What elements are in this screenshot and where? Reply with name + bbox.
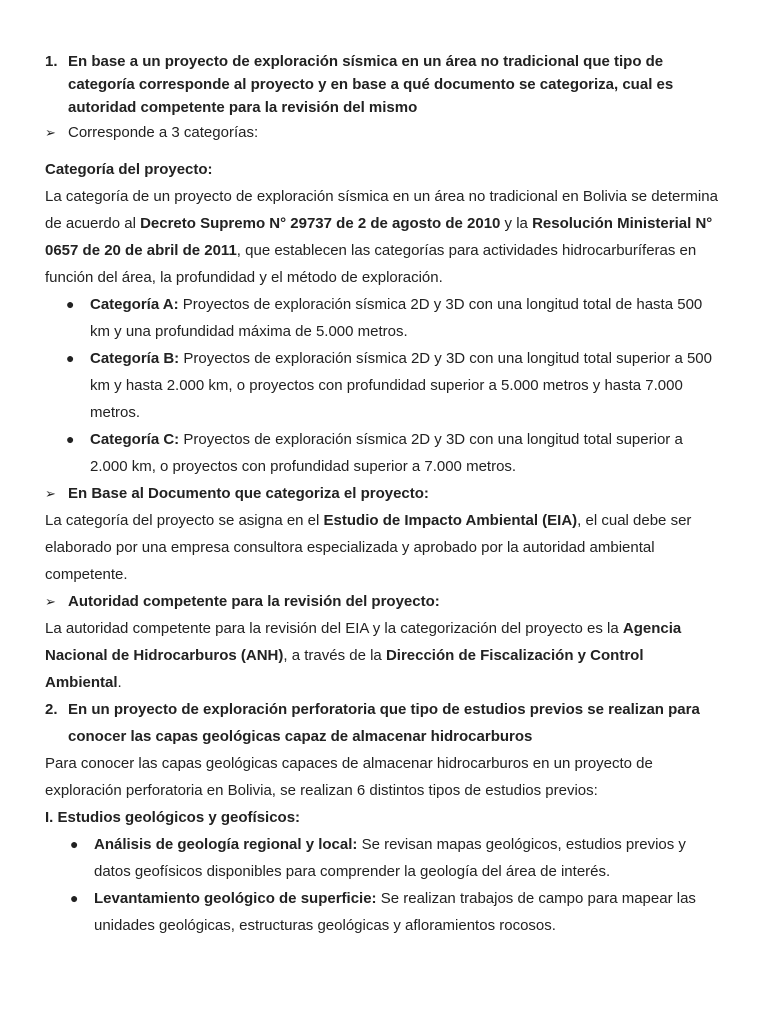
question-2 — [45, 696, 722, 750]
list-item: ● Categoría B: Proyectos de exploración sísmica 2D y 3D con una longitud total superior a 500 km y hasta 2.000 km, o proyectos con profundidad superior a 5.000 metros y hasta 7.000 metros. — [45, 345, 722, 426]
question-2-intro: Para conocer las capas geológicas capaces de almacenar hidrocarburos en un proyecto de exploración perforatoria en Bolivia, se realizan 6 distintos tipos de estudios previos: — [45, 755, 653, 799]
list-item: ● Levantamiento geológico de superficie: Se realizan trabajos de campo para mapear las unidades geológicas, estructuras geológicas y afloramientos rocosos. — [45, 885, 722, 939]
question-1-text: En base a un proyecto de exploración sísmica en un área no tradicional que tipo de categoría corresponde al proyecto y en base a qué documento se categoriza, cual es autoridad competente para la revisión del mismo — [68, 53, 674, 116]
arrowhead-bullet-icon: ➢ — [45, 486, 56, 501]
list-item: ● Categoría C: Proyectos de exploración sísmica 2D y 3D con una longitud total superior a 2.000 km, o proyectos con profundidad superior a 7.000 metros. — [45, 426, 722, 480]
question-1-number: 1. — [45, 53, 58, 70]
bullet-icon: ● — [70, 890, 79, 906]
estudios-heading: I. Estudios geológicos y geofísicos: — [45, 809, 301, 826]
categoria-paragraph: La categoría de un proyecto de exploración sísmica en un área no tradicional en Bolivia se determina de acuerdo al Decreto Supremo N° 29737 de 2 de agosto de 2010 y la Resolución Ministerial N° 0657 de 20 de abril de 2011, que establecen las categorías para actividades hidrocarburíferas en función del área, la profundidad y el método de exploración. — [45, 188, 718, 286]
categoria-heading: Categoría del proyecto: — [45, 161, 213, 178]
categories-intro — [45, 119, 722, 146]
bullet-icon: ● — [66, 296, 75, 312]
question-2-text: En un proyecto de exploración perforatoria que tipo de estudios previos se realizan para conocer las capas geológicas capaz de almacenar hidrocarburos — [68, 701, 700, 745]
bullet-icon: ● — [70, 836, 79, 852]
arrowhead-bullet-icon: ➢ — [45, 125, 56, 140]
list-item: ● Categoría A: Proyectos de exploración sísmica 2D y 3D con una longitud total de hasta 500 km y una profundidad máxima de 5.000 metros. — [45, 291, 722, 345]
bullet-icon: ● — [66, 350, 75, 366]
autoridad-heading: ➢ Autoridad competente para la revisión del proyecto: — [45, 588, 722, 615]
documento-heading: ➢ En Base al Documento que categoriza el proyecto: — [45, 480, 722, 507]
arrowhead-bullet-icon: ➢ — [45, 594, 56, 609]
question-2-number: 2. — [45, 701, 58, 718]
bullet-icon: ● — [66, 431, 75, 447]
documento-paragraph: La categoría del proyecto se asigna en el Estudio de Impacto Ambiental (EIA), el cual debe ser elaborado por una empresa consultora especializada y aprobado por la autoridad ambiental competente. — [45, 512, 692, 583]
question-1 — [45, 50, 722, 119]
list-item: ● Análisis de geología regional y local: Se revisan mapas geológicos, estudios previos y datos geofísicos disponibles para comprender la geología del área de interés. — [45, 831, 722, 885]
categories-intro-text: Corresponde a 3 categorías: — [68, 124, 259, 141]
autoridad-paragraph: La autoridad competente para la revisión del EIA y la categorización del proyecto es la Agencia Nacional de Hidrocarburos (ANH), a través de la Dirección de Fiscalización y Control Ambiental. — [45, 620, 682, 691]
